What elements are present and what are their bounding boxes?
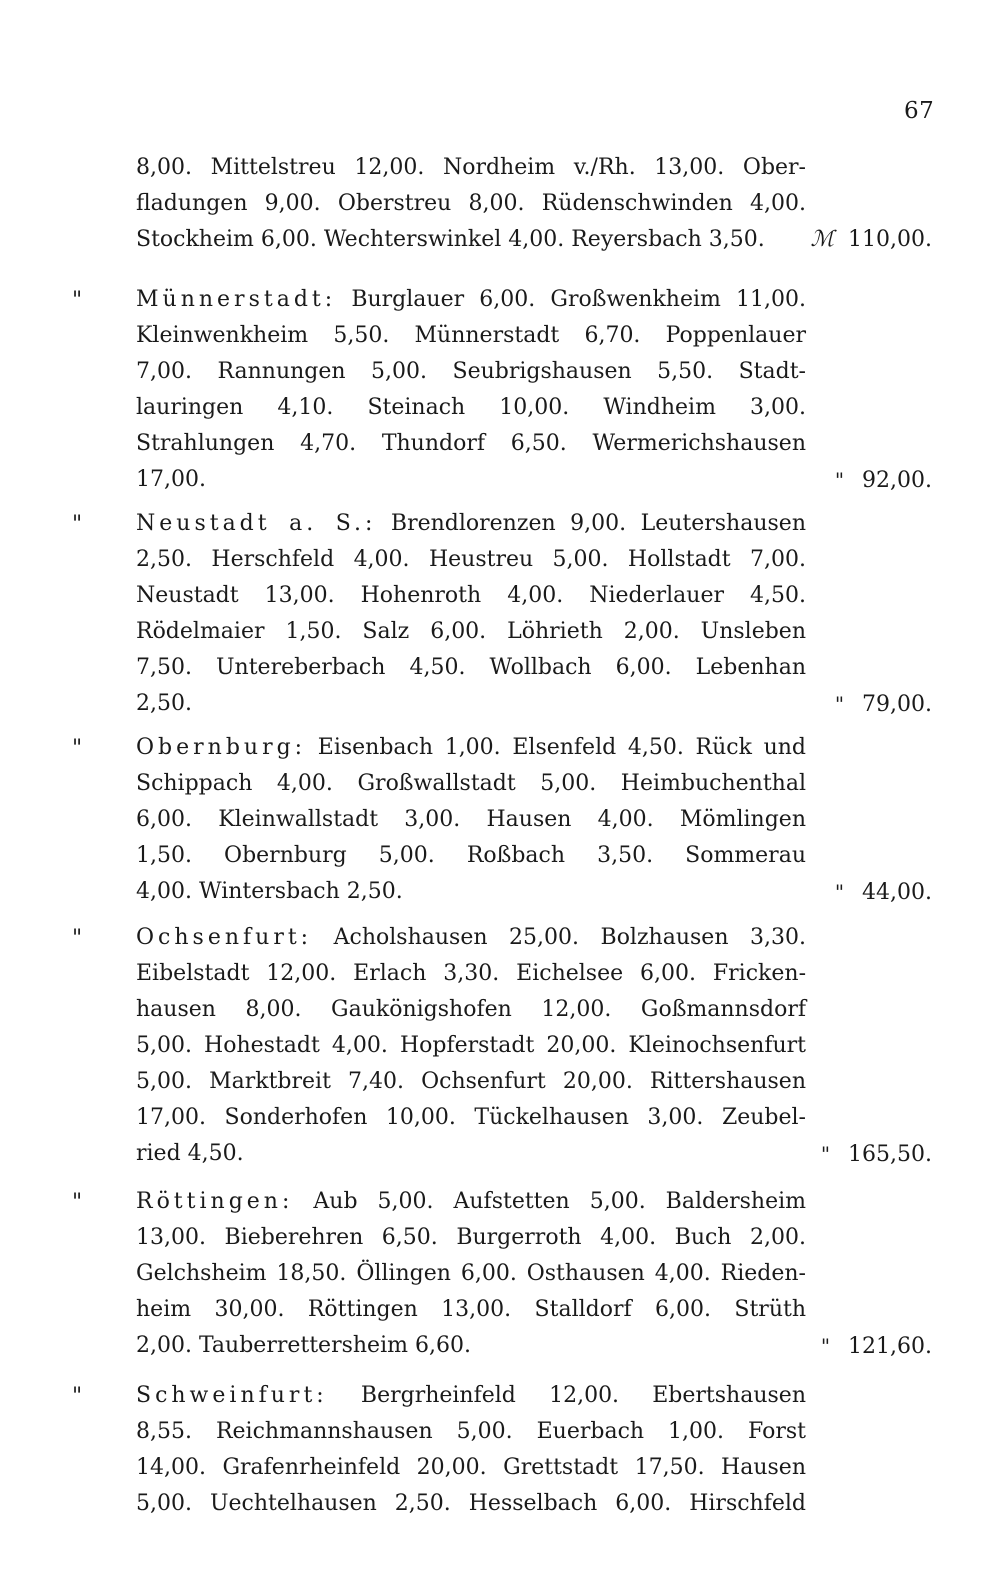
text-line: 5,00. Hohestadt 4,00. Hopferstadt 20,00. Kleinochsenfurt <box>136 1033 806 1058</box>
text-line: 2,50. <box>136 691 192 716</box>
entry-total <box>821 1328 932 1364</box>
text-line <box>136 506 806 542</box>
text-fragment: Acholshausen 25,00. Bolzhausen 3,30. <box>333 925 806 950</box>
text-line: Stockheim 6,00. Wechterswinkel 4,00. Reyersbach 3,50. <box>136 227 765 252</box>
ditto-mark: " <box>72 1384 83 1409</box>
text-fragment: Brendlorenzen 9,00. Leutershausen <box>390 511 806 536</box>
entry-text <box>136 150 806 258</box>
text-line: Rödelmaier 1,50. Salz 6,00. Löhrieth 2,00. Unsleben <box>136 619 806 644</box>
ditto-mark: " <box>72 1190 83 1215</box>
text-line: 2,00. Tauberrettersheim 6,60. <box>136 1333 471 1358</box>
text-line: heim 30,00. Röttingen 13,00. Stalldorf 6,00. Strüth <box>136 1297 806 1322</box>
entry-total <box>821 1136 932 1172</box>
text-line: fladungen 9,00. Oberstreu 8,00. Rüdenschwinden 4,00. <box>136 191 806 216</box>
entry-text <box>136 282 806 498</box>
total-amount: 44,00. <box>862 880 932 905</box>
text-line <box>136 282 806 318</box>
text-line: ried 4,50. <box>136 1141 244 1166</box>
entry-text <box>136 1184 806 1364</box>
text-line: 8,00. Mittelstreu 12,00. Nordheim v./Rh. 13,00. Ober- <box>136 155 806 180</box>
district-name: Schweinfurt: <box>136 1383 328 1408</box>
entry-total <box>810 222 932 258</box>
text-line: 17,00. Sonderhofen 10,00. Tückelhausen 3,00. Zeubel- <box>136 1105 806 1130</box>
text-line: Schippach 4,00. Großwallstadt 5,00. Heimbuchenthal <box>136 771 806 796</box>
entry-total <box>835 874 932 910</box>
total-amount: 121,60. <box>848 1334 932 1359</box>
currency-mark: ℳ <box>810 227 835 252</box>
entry-text <box>136 506 806 722</box>
text-line <box>136 1378 806 1414</box>
text-line <box>136 730 806 766</box>
text-line: lauringen 4,10. Steinach 10,00. Windheim 3,00. <box>136 395 806 420</box>
text-line: 13,00. Bieberehren 6,50. Burgerroth 4,00. Buch 2,00. <box>136 1225 806 1250</box>
text-fragment: Burglauer 6,00. Großwenkheim 11,00. <box>351 287 806 312</box>
ditto-mark: " <box>72 926 83 951</box>
text-line: Gelchsheim 18,50. Öllingen 6,00. Osthausen 4,00. Rieden- <box>136 1261 806 1286</box>
entry-total <box>835 686 932 722</box>
text-line: 2,50. Herschfeld 4,00. Heustreu 5,00. Hollstadt 7,00. <box>136 547 806 572</box>
text-fragment: Bergrheinfeld 12,00. Ebertshausen <box>360 1383 806 1408</box>
text-line: Strahlungen 4,70. Thundorf 6,50. Wermerichshausen <box>136 431 806 456</box>
ditto-mark: " <box>72 512 83 537</box>
text-line: 5,00. Uechtelhausen 2,50. Hesselbach 6,00. Hirschfeld <box>136 1491 806 1516</box>
text-line <box>136 920 806 956</box>
page-number: 67 <box>904 98 935 124</box>
total-amount: 92,00. <box>862 468 932 493</box>
district-name: Obernburg: <box>136 735 307 760</box>
district-name: Münnerstadt: <box>136 287 337 312</box>
ditto-mark: " <box>72 288 83 313</box>
text-line <box>136 1184 806 1220</box>
text-fragment: Aub 5,00. Aufstetten 5,00. Baldersheim <box>313 1189 806 1214</box>
text-line: 6,00. Kleinwallstadt 3,00. Hausen 4,00. Mömlingen <box>136 807 806 832</box>
ditto-mark: " <box>820 1334 831 1358</box>
text-line: 7,00. Rannungen 5,00. Seubrigshausen 5,50. Stadt- <box>136 359 806 384</box>
text-line: 14,00. Grafenrheinfeld 20,00. Grettstadt 17,50. Hausen <box>136 1455 806 1480</box>
text-line: Neustadt 13,00. Hohenroth 4,00. Niederlauer 4,50. <box>136 583 806 608</box>
total-amount: 79,00. <box>862 692 932 717</box>
ditto-mark: " <box>834 468 845 492</box>
entry-text <box>136 1378 806 1522</box>
total-amount: 110,00. <box>848 227 932 252</box>
text-line: 5,00. Marktbreit 7,40. Ochsenfurt 20,00. Rittershausen <box>136 1069 806 1094</box>
entry-text <box>136 730 806 910</box>
text-line: 17,00. <box>136 467 206 492</box>
entry-text <box>136 920 806 1172</box>
district-name: Ochsenfurt: <box>136 925 313 950</box>
text-line: hausen 8,00. Gaukönigshofen 12,00. Goßmannsdorf <box>136 997 806 1022</box>
text-line: Kleinwenkheim 5,50. Münnerstadt 6,70. Poppenlauer <box>136 323 806 348</box>
ditto-mark: " <box>820 1142 831 1166</box>
text-line: 4,00. Wintersbach 2,50. <box>136 879 403 904</box>
text-line: 8,55. Reichmannshausen 5,00. Euerbach 1,00. Forst <box>136 1419 806 1444</box>
text-line: Eibelstadt 12,00. Erlach 3,30. Eichelsee 6,00. Fricken- <box>136 961 806 986</box>
total-amount: 165,50. <box>848 1142 932 1167</box>
district-name: Röttingen: <box>136 1189 294 1214</box>
ditto-mark: " <box>72 736 83 761</box>
ditto-mark: " <box>834 880 845 904</box>
entry-total <box>835 462 932 498</box>
ditto-mark: " <box>834 692 845 716</box>
text-line: 7,50. Untereberbach 4,50. Wollbach 6,00. Lebenhan <box>136 655 806 680</box>
district-name: Neustadt a. S.: <box>136 511 377 536</box>
text-line: 1,50. Obernburg 5,00. Roßbach 3,50. Sommerau <box>136 843 806 868</box>
text-fragment: Eisenbach 1,00. Elsenfeld 4,50. Rück und <box>317 735 806 760</box>
